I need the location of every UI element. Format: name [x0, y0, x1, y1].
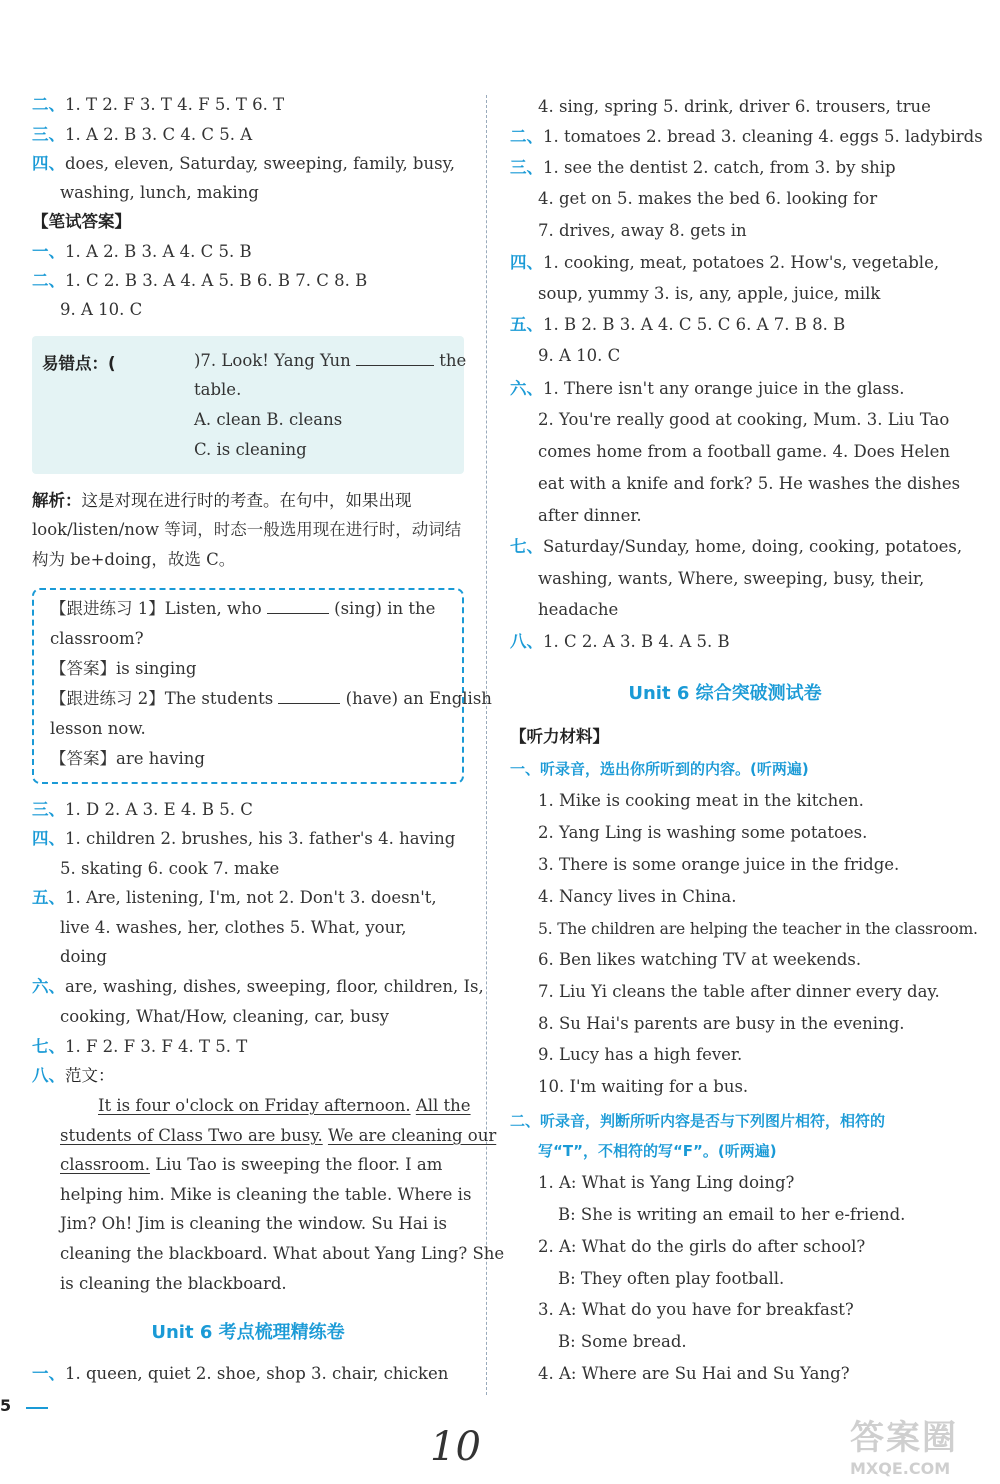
essay-line: It is four o'clock on Friday afternoon. All the — [98, 1096, 471, 1115]
answer-line: soup, yummy 3. is, any, apple, juice, milk — [538, 284, 881, 303]
answer-line: 七、Saturday/Sunday, home, doing, cooking, potatoes, — [510, 537, 963, 556]
answer-line: live 4. washes, her, clothes 5. What, your, — [60, 918, 407, 937]
practice-line: 【跟进练习 1】Listen, who (sing) in the — [50, 599, 436, 618]
error-options: A. clean B. cleans — [194, 410, 343, 429]
listening-item: 8. Su Hai's parents are busy in the evening. — [538, 1014, 905, 1033]
essay-line: helping him. Mike is cleaning the table. Where is — [60, 1185, 472, 1204]
dialog-line: B: Some bread. — [558, 1332, 687, 1351]
answer-line: 三、1. A 2. B 3. C 4. C 5. A — [32, 125, 253, 144]
answer-line: 5. skating 6. cook 7. make — [60, 859, 280, 878]
listening-item: 7. Liu Yi cleans the table after dinner every day. — [538, 982, 940, 1001]
dialog-line: B: She is writing an email to her e-friend. — [558, 1205, 906, 1224]
watermark — [850, 1410, 990, 1480]
essay-line: classroom. Liu Tao is sweeping the floor. I am — [60, 1155, 443, 1174]
answer-line: 五、1. Are, listening, I'm, not 2. Don't 3. doesn't, — [32, 888, 437, 907]
practice-line: classroom? — [50, 629, 144, 648]
dialog-line: 4. A: Where are Su Hai and Su Yang? — [538, 1364, 850, 1383]
answer-line: eat with a knife and fork? 5. He washes the dishes — [538, 474, 961, 493]
answer-line: 三、1. see the dentist 2. catch, from 3. by ship — [510, 158, 896, 177]
answer-line: cooking, What/How, cleaning, car, busy — [60, 1007, 389, 1026]
dialog-line: 2. A: What do the girls do after school? — [538, 1237, 866, 1256]
answer-line: 四、does, eleven, Saturday, sweeping, family, busy, — [32, 154, 455, 173]
answer-line: 9. A 10. C — [538, 346, 621, 365]
answer-line: 八、1. C 2. A 3. B 4. A 5. B — [510, 632, 730, 651]
error-question: )7. Look! Yang Yun the — [194, 351, 467, 370]
practice-answer: 【答案】are having — [50, 749, 205, 768]
section-instruction: 二、听录音，判断所听内容是否与下列图片相符，相符的 — [510, 1112, 886, 1130]
answer-line: doing — [60, 947, 107, 966]
unit-title: Unit 6 考点梳理精练卷 — [151, 1322, 345, 1343]
essay-line: Jim? Oh! Jim is cleaning the window. Su Hai is — [60, 1214, 448, 1233]
analysis: look/listen/now 等词，时态一般选用现在进行时，动词结 — [32, 520, 462, 539]
answer-line: 四、1. children 2. brushes, his 3. father's 4. having — [32, 829, 456, 848]
essay-line: cleaning the blackboard. What about Yang Ling? She — [60, 1244, 505, 1263]
practice-line: lesson now. — [50, 719, 146, 738]
dialog-line: 1. A: What is Yang Ling doing? — [538, 1173, 795, 1192]
dialog-line: 3. A: What do you have for breakfast? — [538, 1300, 854, 1319]
error-question-cont: table. — [194, 380, 242, 399]
answer-line: 一、1. queen, quiet 2. shoe, shop 3. chair, chicken — [32, 1364, 449, 1383]
answer-line: 三、1. D 2. A 3. E 4. B 5. C — [32, 800, 253, 819]
error-prone-box — [32, 336, 467, 474]
answer-line: 六、are, washing, dishes, sweeping, floor, children, Is, — [32, 977, 484, 996]
section-instruction: 写“T”，不相符的写“F”。(听两遍) — [538, 1142, 777, 1160]
listening-heading: 【听力材料】 — [510, 727, 609, 746]
essay-line: students of Class Two are busy. We are cleaning our — [60, 1126, 497, 1145]
listening-item: 3. There is some orange juice in the fridge. — [538, 855, 900, 874]
answer-line: 7. drives, away 8. gets in — [538, 221, 747, 240]
answer-line: 4. sing, spring 5. drink, driver 6. trousers, true — [538, 97, 931, 116]
answer-line: 9. A 10. C — [60, 300, 143, 319]
written-answers-heading: 【笔试答案】 — [32, 212, 131, 231]
practice-answer: 【答案】is singing — [50, 659, 197, 678]
practice-line: 【跟进练习 2】The students (have) an English — [50, 689, 492, 708]
answer-line: 四、1. cooking, meat, potatoes 2. How's, vegetable, — [510, 253, 940, 272]
answer-line: 七、1. F 2. F 3. F 4. T 5. T — [32, 1037, 248, 1056]
answer-line: headache — [538, 600, 619, 619]
answer-line: 二、1. tomatoes 2. bread 3. cleaning 4. eggs 5. ladybirds — [510, 127, 983, 146]
watermark-text: 答案圈 — [850, 1418, 958, 1458]
analysis: 解析：这是对现在进行时的考查。在句中，如果出现 — [32, 491, 412, 510]
answer-line: 二、1. C 2. B 3. A 4. A 5. B 6. B 7. C 8. B — [32, 271, 368, 290]
dialog-line: B: They often play football. — [558, 1269, 785, 1288]
listening-item: 10. I'm waiting for a bus. — [538, 1077, 749, 1096]
answer-line: washing, lunch, making — [60, 183, 259, 202]
unit-title: Unit 6 综合突破测试卷 — [628, 683, 822, 704]
answer-line: 4. get on 5. makes the bed 6. looking for — [538, 189, 878, 208]
answer-line: 二、1. T 2. F 3. T 4. F 5. T 6. T — [32, 95, 285, 114]
answer-line: 一、1. A 2. B 3. A 4. C 5. B — [32, 242, 252, 261]
answer-line: after dinner. — [538, 506, 642, 525]
page-number-bar — [26, 1407, 48, 1409]
analysis: 构为 be+doing，故选 C。 — [32, 550, 236, 569]
handwritten-number: 10 — [430, 1424, 481, 1470]
listening-item: 6. Ben likes watching TV at weekends. — [538, 950, 862, 969]
answer-line: 六、1. There isn't any orange juice in the glass. — [510, 379, 905, 398]
error-label: 易错点：( — [42, 354, 116, 373]
listening-item: 2. Yang Ling is washing some potatoes. — [538, 823, 868, 842]
essay-heading: 八、范文： — [32, 1066, 115, 1085]
watermark-url: MXQE.COM — [850, 1459, 951, 1478]
page-number: 5 — [0, 1396, 12, 1415]
answer-line: 五、1. B 2. B 3. A 4. C 5. C 6. A 7. B 8. B — [510, 315, 846, 334]
essay-line: is cleaning the blackboard. — [60, 1274, 287, 1293]
column-divider — [486, 95, 487, 1395]
listening-item: 1. Mike is cooking meat in the kitchen. — [538, 791, 864, 810]
listening-item: 4. Nancy lives in China. — [538, 887, 737, 906]
answer-line: 2. You're really good at cooking, Mum. 3. Liu Tao — [538, 410, 950, 429]
answer-line: washing, wants, Where, sweeping, busy, their, — [538, 569, 925, 588]
listening-item: 9. Lucy has a high fever. — [538, 1045, 743, 1064]
section-instruction: 一、听录音，选出你所听到的内容。(听两遍) — [510, 760, 809, 778]
answer-line: comes home from a football game. 4. Does Helen — [538, 442, 950, 461]
listening-item: 5. The children are helping the teacher in the classroom. — [538, 920, 978, 938]
error-options: C. is cleaning — [194, 440, 307, 459]
